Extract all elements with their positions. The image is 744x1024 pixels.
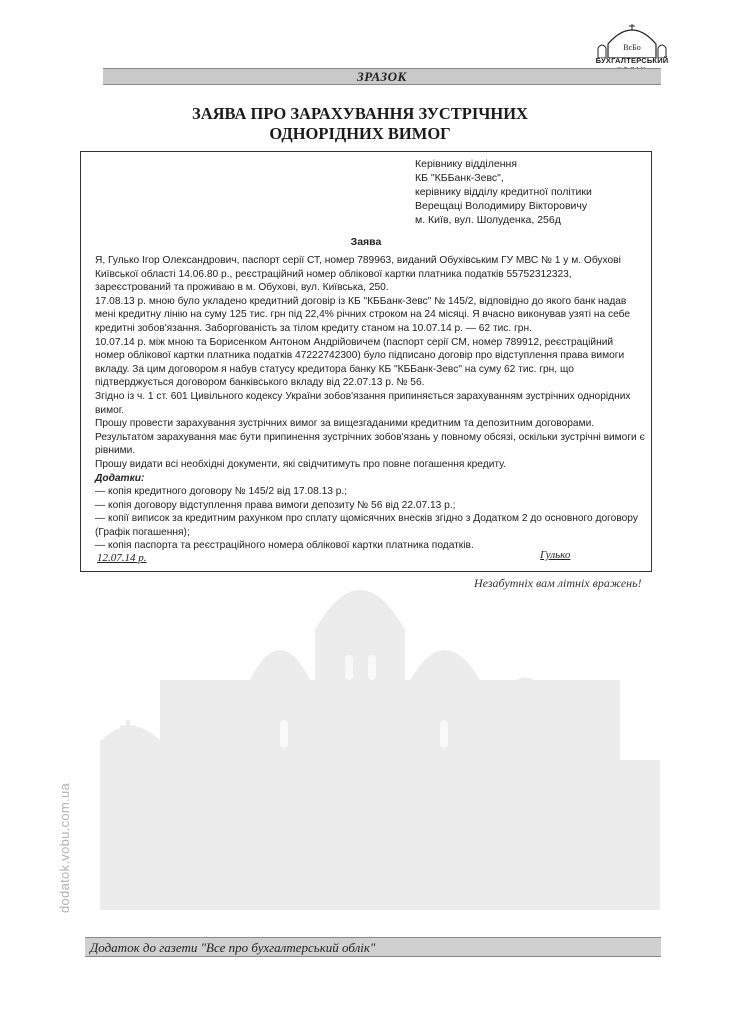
signature-name: Гулько [540,549,571,561]
body-paragraph: Я, Гулько Ігор Олександрович, паспорт серії СТ, номер 789963, виданий Обухівським ГУ МВС № 1 у м. Обухові Київської області 14.06.80 р., реєстраційний номер облікової картки платника податків 55752312323, зареєстрований та проживаю в м. Обухові, вул. Київська, 250. [95,255,621,294]
website-url-vertical: dodatok.vobu.com.ua [57,782,72,913]
body-paragraph: 10.07.14 р. між мною та Борисенком Антоном Андрійовичем (паспорт серії СМ, номер 789912, реєстраційний номер облікової картки платника податків 47222742300) було підписано договір про відступлення права вимоги вкладу. За цим договором я набув статусу кредитора банку КБ "КББанк-Зевс" на суму 62 тис. грн, що підтверджується договором банківського вкладу від 22.07.13 р. № 56. [95,336,625,389]
application-body [95,254,645,553]
footer-text: Додаток до газети "Все про бухгалтерський облік" [90,940,376,955]
application-heading: Заява [350,236,382,248]
attachment-item: — копія паспорта та реєстраційного номера облікової картки платника податків. [95,540,474,552]
section-header-bar [103,68,661,85]
footer-bar [85,937,661,957]
addressee-line: м. Київ, вул. Шолуденка, 256д [415,214,561,226]
document-title [100,104,620,144]
body-paragraph: Прошу провести зарахування зустрічних вимог за вищезгаданими кредитним та депозитним договорами. Результатом зарахування має бути припинення зустрічних зобов'язань у повному обсязі, оскільки зустрічні вимоги є рівними. [95,418,645,457]
cathedral-silhouette-image [100,560,660,930]
addressee-block [415,157,592,227]
addressee-line: Керівнику відділення [415,158,517,170]
section-label: ЗРАЗОК [357,69,407,84]
logo-text-line1: БУХГАЛТЕРСЬКИЙ [595,56,669,65]
attachment-item: — копія договору відступлення права вимоги депозиту № 56 від 22.07.13 р.; [95,499,456,511]
summer-wish-text: Незабутніх вам літніх вражень! [474,576,642,590]
logo-letters: ВсБо [623,43,641,52]
signature-date: 12.07.14 р. [97,552,147,564]
body-paragraph: Згідно із ч. 1 ст. 601 Цивільного кодексу України зобов'язання припиняється зарахуванням зустрічних однорідних вимог. [95,390,631,416]
addressee-line: Верещаці Володимиру Вікторовичу [415,200,588,212]
addressee-line: керівнику відділу кредитної політики [415,186,592,198]
body-paragraph: Прошу видати всі необхідні документи, які свідчитимуть про повне погашення кредиту. [95,458,507,470]
church-dome-logo-icon [592,22,672,58]
title-line-1: ЗАЯВА ПРО ЗАРАХУВАННЯ ЗУСТРІЧНИХ [192,104,528,123]
attachment-item: — копії виписок за кредитним рахунком про сплату щомісячних внесків згідно з Додатком 2 до основного договору (Графік погашення); [95,513,638,538]
body-paragraph: 17.08.13 р. мною було укладено кредитний договір із КБ "КББанк-Зевс" № 145/2, відповідно до якого банк надав мені кредитну лінію на суму 125 тис. грн під 22,4% річних строком на 24 місяці. Я вчасно виконував узяті на себе кредитні зобов'язання. Заборгованість за тілом кредиту станом на 10.07.14 р. — 62 тис. грн. [95,295,631,334]
attachments-title: Додатки: [95,472,145,484]
addressee-line: КБ "КББанк-Зевс", [415,172,504,184]
title-line-2: ОДНОРІДНИХ ВИМОГ [269,124,451,143]
attachment-item: — копія кредитного договору № 145/2 від 17.08.13 р.; [95,486,348,498]
